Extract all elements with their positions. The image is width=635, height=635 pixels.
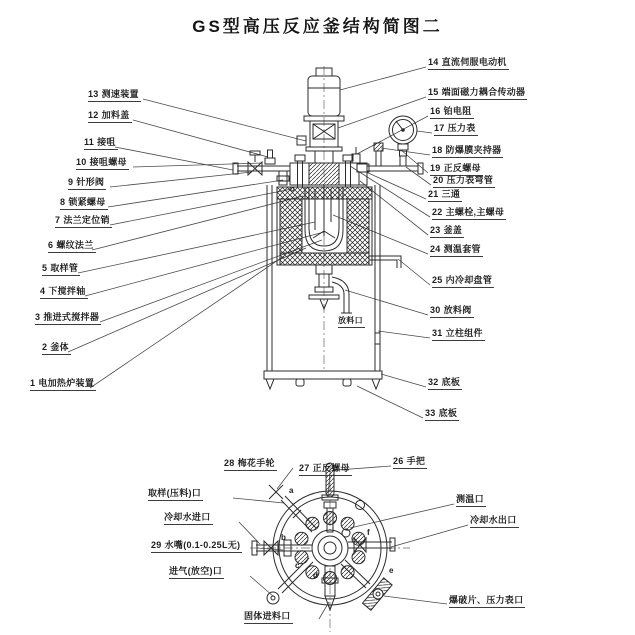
label-part-26: 26 手把 [393, 457, 427, 469]
label-part-30: 30 放料阀 [430, 306, 474, 318]
label-part-8: 8 锁紧螺母 [60, 198, 108, 210]
label-part-4: 4 下搅拌轴 [40, 287, 88, 299]
label-part-24: 24 测温套管 [430, 245, 483, 257]
gas-vent-assembly [267, 558, 313, 604]
port-letter-f: f [367, 528, 370, 537]
label-part-1: 1 电加热炉装置 [30, 379, 96, 391]
label-part-32: 32 底板 [428, 378, 462, 390]
cross-section-view [233, 66, 423, 389]
page-title: GS型高压反应釜结构简图二 [192, 17, 443, 36]
label-cooling-inlet: 冷却水进口 [164, 513, 213, 525]
label-temp-port: 测温口 [456, 495, 486, 507]
label-part-27: 27 正反螺母 [299, 464, 352, 476]
label-part-14: 14 直流伺服电动机 [428, 58, 509, 70]
port-letter-c: c [295, 561, 300, 570]
label-part-7: 7 法兰定位销 [55, 216, 112, 228]
label-part-33: 33 底板 [425, 409, 459, 421]
label-gas-vent-port: 进气(放空)口 [169, 567, 224, 579]
port-letter-a: a [289, 486, 294, 495]
label-sampling-port: 取样(压料)口 [148, 489, 203, 501]
discharge-valve [309, 265, 352, 313]
port-letter-d: d [313, 571, 318, 580]
label-rupture-disc-port: 爆破片、压力表口 [449, 596, 525, 608]
label-part-28: 28 梅花手轮 [224, 459, 277, 471]
label-part-11: 11 接咀 [84, 138, 118, 150]
label-part-20: 20 压力表弯管 [433, 176, 495, 188]
label-part-16: 16 铂电阻 [430, 107, 474, 119]
label-part-6: 6 螺纹法兰 [48, 241, 96, 253]
label-solid-feed-port: 固体进料口 [244, 612, 293, 624]
label-part-18: 18 防爆膜夹持器 [432, 146, 503, 158]
label-part-15: 15 端面磁力耦合传动器 [428, 88, 527, 100]
label-part-13: 13 测速装置 [88, 90, 141, 102]
label-part-12: 12 加料盖 [88, 111, 132, 123]
port-letter-e: e [389, 566, 394, 575]
label-cooling-outlet: 冷却水出口 [470, 516, 519, 528]
magnetic-coupling [297, 121, 342, 185]
label-discharge-port: 放料口 [338, 317, 365, 328]
label-part-25: 25 内冷却盘管 [432, 276, 494, 288]
label-part-23: 23 釜盖 [430, 226, 464, 238]
needle-valve [248, 162, 262, 175]
label-part-21: 21 三通 [428, 190, 462, 202]
label-part-2: 2 釜体 [42, 343, 71, 355]
label-part-9: 9 针形阀 [68, 178, 106, 190]
label-part-29: 29 水嘴(0.1-0.25L无) [151, 541, 242, 553]
base-plate [264, 371, 382, 389]
cooling-coil-outlet [369, 256, 401, 268]
lid-top-view [250, 463, 410, 632]
label-part-10: 10 接咀螺母 [76, 158, 129, 170]
label-part-22: 22 主螺栓,主螺母 [432, 208, 506, 220]
label-part-31: 31 立柱组件 [432, 329, 485, 341]
label-part-3: 3 推进式搅拌器 [35, 313, 101, 325]
label-part-19: 19 正反螺母 [430, 164, 483, 176]
pressure-gauge [389, 116, 417, 166]
rupture-disc-holder [374, 143, 383, 151]
label-part-17: 17 压力表 [434, 124, 478, 136]
label-part-5: 5 取样管 [42, 264, 80, 276]
port-letter-b: b [281, 533, 286, 542]
